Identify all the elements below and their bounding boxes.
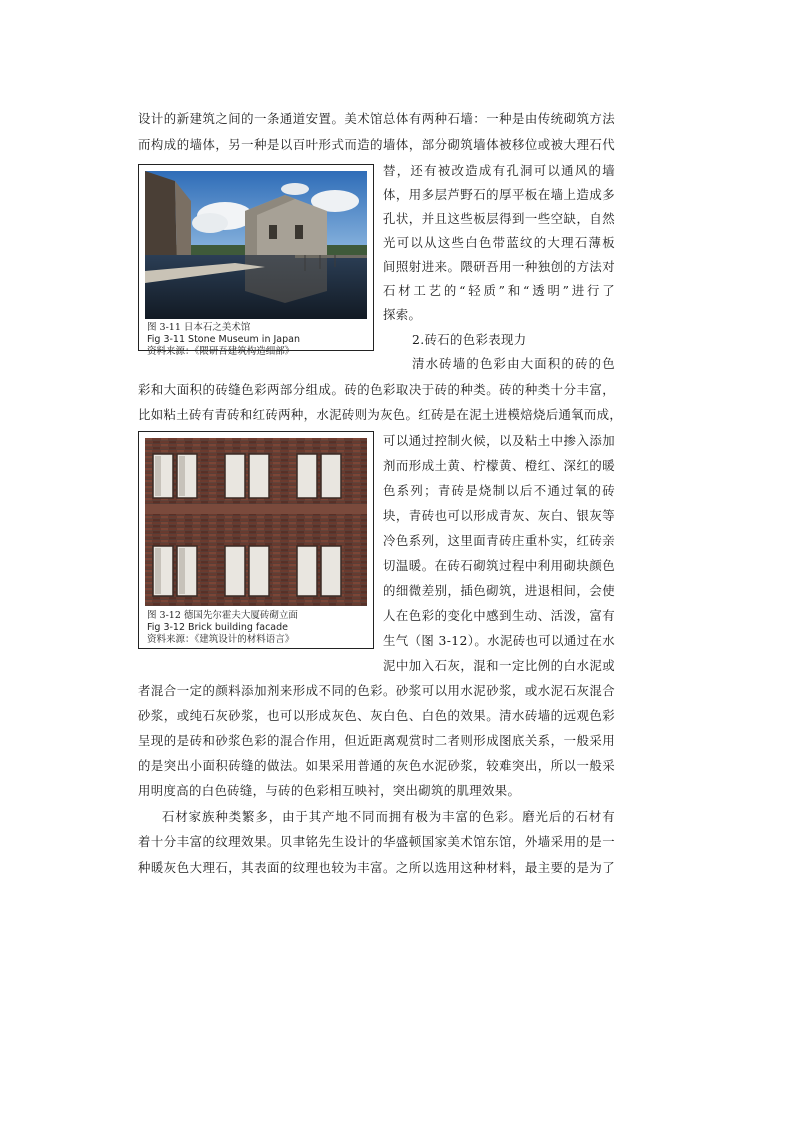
stone-museum-photo bbox=[145, 171, 367, 319]
figure-source: 资料来源：《建筑设计的材料语言》 bbox=[147, 634, 295, 645]
text-line: 光可以从这些白色带蓝纹的大理石薄板 bbox=[383, 235, 615, 250]
figure-caption-cn: 图 3-12 德国先尔霍夫大厦砖砌立面 bbox=[147, 610, 298, 621]
text-line: 比如粘土砖有青砖和红砖两种，水泥砖则为灰色。红砖是在泥土进模焙烧后通氧而成， bbox=[138, 407, 623, 422]
text-line: 种暖灰色大理石，其表面的纹理也较为丰富。之所以选用这种材料，最主要的是为了 bbox=[138, 860, 615, 875]
text-line: 泥中加入石灰，混和一定比例的白水泥或 bbox=[383, 658, 615, 673]
figure-caption-cn: 图 3-11 日本石之美术馆 bbox=[147, 322, 251, 333]
text-line: 剂而形成土黄、柠檬黄、橙红、深红的暖 bbox=[383, 458, 615, 473]
text-line: 石材家族种类繁多，由于其产地不同而拥有极为丰富的色彩。磨光后的石材有 bbox=[162, 809, 615, 824]
text-line: 者混合一定的颜料添加剂来形成不同的色彩。砂浆可以用水泥砂浆，或水泥石灰混合 bbox=[138, 683, 615, 698]
text-line: 的是突出小面积砖缝的做法。如果采用普通的灰色水泥砂浆，较难突出，所以一般采 bbox=[138, 758, 615, 773]
text-line: 生气（图 3-12）。水泥砖也可以通过在水 bbox=[383, 633, 615, 648]
text-line: 探索。 bbox=[383, 307, 422, 322]
figure-3-11 bbox=[138, 164, 374, 357]
text-line: 石材工艺的“轻质”和“透明”进行了 bbox=[383, 283, 615, 298]
text-line: 着十分丰富的纹理效果。贝聿铭先生设计的华盛顿国家美术馆东馆，外墙采用的是一 bbox=[138, 834, 615, 849]
text-line: 体，用多层芦野石的厚平板在墙上造成多 bbox=[383, 187, 615, 202]
text-line: 冷色系列，这里面青砖庄重朴实，红砖亲 bbox=[383, 533, 615, 548]
figure-source: 资料来源：《隈研吾建筑构造细部》 bbox=[147, 346, 295, 357]
text-line: 的细微差别，插色砌筑，进退相间，会使 bbox=[383, 583, 615, 598]
text-line: 块，青砖也可以形成青灰、灰白、银灰等 bbox=[383, 508, 615, 523]
text-line: 砂浆，或纯石灰砂浆，也可以形成灰色、灰白色、白色的效果。清水砖墙的远观色彩 bbox=[138, 708, 615, 723]
text-line: 孔状，并且这些板层得到一些空缺，自然 bbox=[383, 211, 615, 226]
text-line: 间照射进来。隈研吾用一种独创的方法对 bbox=[383, 259, 615, 274]
figure-caption-en: Fig 3-12 Brick building facade bbox=[147, 622, 289, 633]
text-line: 而构成的墙体，另一种是以百叶形式而造的墙体，部分砌筑墙体被移位或被大理石代 bbox=[138, 137, 615, 152]
brick-facade-photo bbox=[145, 438, 367, 606]
text-line: 彩和大面积的砖缝色彩两部分组成。砖的色彩取决于砖的种类。砖的种类十分丰富， bbox=[138, 382, 615, 397]
figure-caption-en: Fig 3-11 Stone Museum in Japan bbox=[147, 334, 300, 345]
text-line: 可以通过控制火候，以及粘土中掺入添加 bbox=[383, 433, 615, 448]
text-line: 替，还有被改造成有孔洞可以通风的墙 bbox=[383, 163, 615, 178]
text-line: 色系列；青砖是烧制以后不通过氧的砖 bbox=[383, 483, 615, 498]
text-line: 清水砖墙的色彩由大面积的砖的色 bbox=[412, 356, 615, 371]
text-line: 人在色彩的变化中感到生动、活泼，富有 bbox=[383, 608, 615, 623]
text-line: 切温暖。在砖石砌筑过程中利用砌块颜色 bbox=[383, 558, 615, 573]
text-line: 用明度高的白色砖缝，与砖的色彩相互映衬，突出砌筑的肌理效果。 bbox=[138, 783, 521, 798]
figure-3-12 bbox=[138, 431, 374, 649]
section-heading: 2.砖石的色彩表现力 bbox=[412, 332, 527, 347]
text-line: 设计的新建筑之间的一条通道安置。美术馆总体有两种石墙：一种是由传统砌筑方法 bbox=[138, 111, 615, 126]
text-line: 呈现的是砖和砂浆色彩的混合作用，但近距离观赏时二者则形成图底关系，一般采用 bbox=[138, 733, 615, 748]
